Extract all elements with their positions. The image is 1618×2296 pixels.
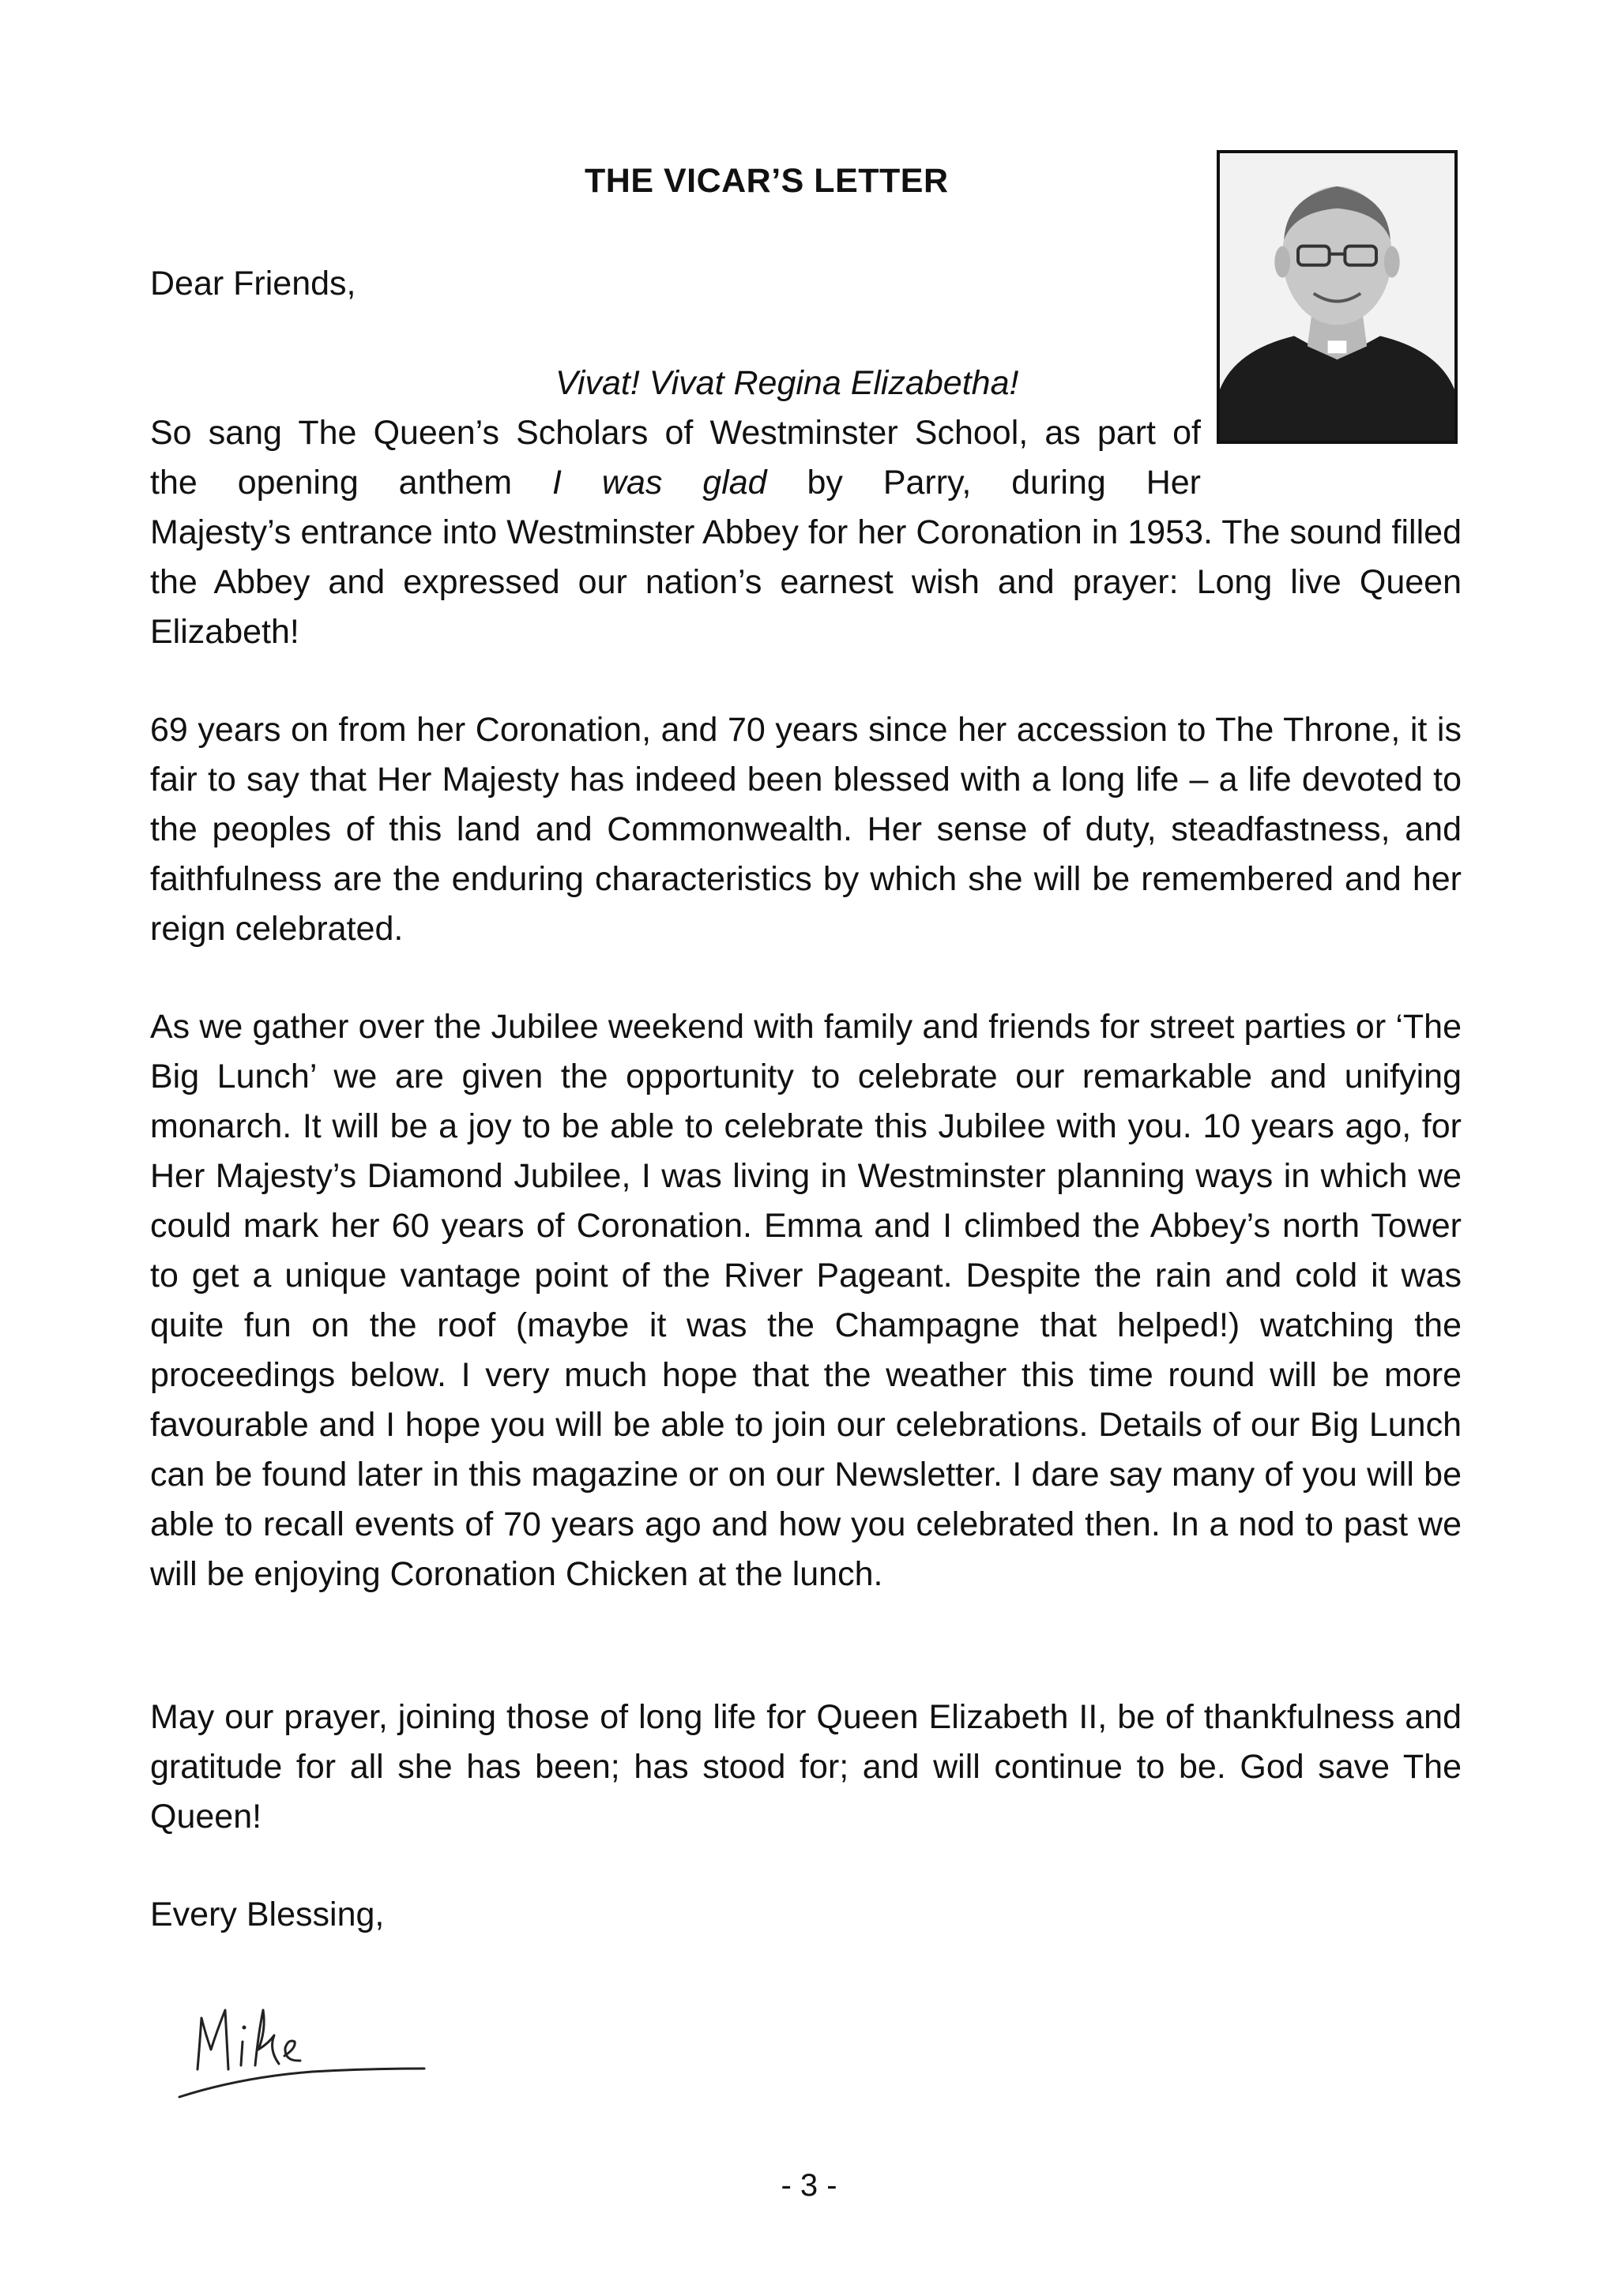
paragraph-3: As we gather over the Jubilee weekend with family and friends for street parties or ‘The Big Lunch’ we are given the opportunity to celebrate our remarkable and unifying monarch. It will be a joy to be able to celebrate this Jubilee with you. 10 years ago, for Her Majesty’s Diamond Jubilee, I was living in Westminster planning ways in which we could mark her 60 years of Coronation. Emma and I climbed the Abbey’s north Tower to get a unique vantage point of the River Pageant. Despite the rain and cold it was quite fun on the roof (maybe it was the Champagne that helped!) watching the proceedings below. I very much hope that the weather this time round will be more favourable and I hope you will be able to join our celebrations. Details of our Big Lunch can be found later in this magazine or on our Newsletter. I dare say many of you will be able to recall events of 70 years ago and how you celebrated then. In a nod to past we will be enjoying Coronation Chicken at the lunch. [150, 1008, 1462, 1593]
paragraph-1-line-1: So sang The Queen’s Scholars of Westminster School, as part of [150, 414, 1201, 452]
vicar-photo [1217, 150, 1458, 444]
portrait-image [1220, 153, 1454, 441]
paragraph-1-rest: Majesty’s entrance into Westminster Abbey for her Coronation in 1953. The sound filled the Abbey and expressed our nation’s earnest wish and prayer: Long live Queen Elizabeth! [150, 513, 1462, 651]
closing-salutation: Every Blessing, [150, 1896, 385, 1933]
page-number: - 3 - [781, 2168, 837, 2203]
paragraph-2: 69 years on from her Coronation, and 70 years since her accession to The Throne, it is fair to say that Her Majesty has indeed been blessed with a long life – a life devoted to the peoples of this land and Commonwealth. Her sense of duty, steadfastness, and faithfulness are the enduring characteristics by which she will be remembered and her reign celebrated. [150, 711, 1462, 948]
handwritten-signature [170, 1986, 438, 2105]
latin-quote: Vivat! Vivat Regina Elizabetha! [555, 364, 1019, 402]
paragraph-4: May our prayer, joining those of long life for Queen Elizabeth II, be of thankfulness and gratitude for all she has been; has stood for; and will continue to be. God save The Queen! [150, 1698, 1462, 1836]
anthem-title: I was glad [552, 464, 767, 502]
line-text-pre: the opening anthem [150, 464, 553, 502]
line-text-post: by Parry, during Her [766, 464, 1201, 502]
page-title: THE VICAR’S LETTER [585, 162, 949, 200]
greeting: Dear Friends, [150, 265, 356, 303]
paragraph-1-line-2 [150, 458, 1201, 508]
